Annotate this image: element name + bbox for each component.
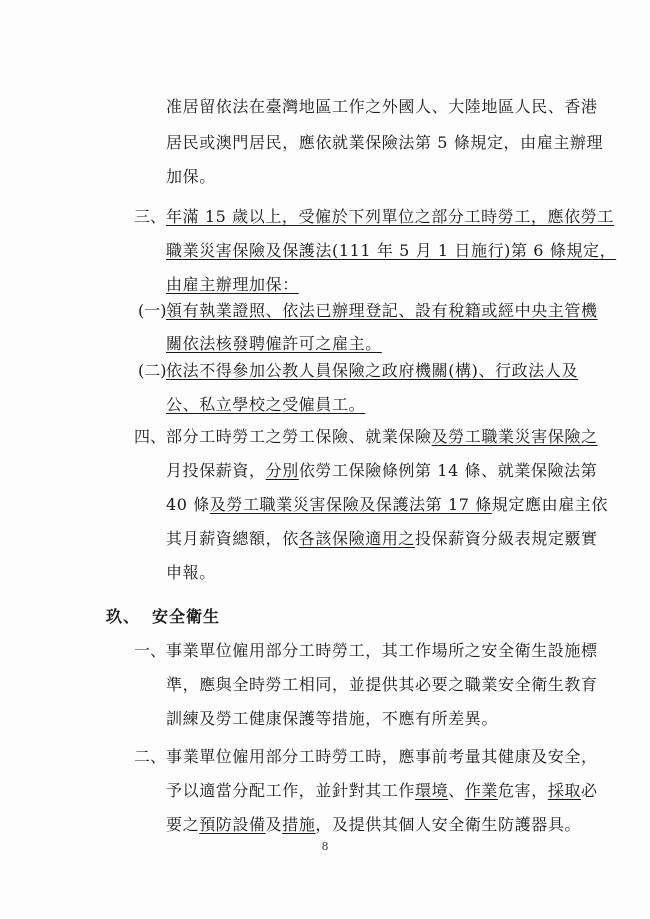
underlined-text: 關依法核發聘僱許可之雇主。: [166, 334, 382, 353]
text-line: [166, 640, 598, 662]
text-line: [166, 426, 598, 448]
underlined-text: 年滿 15 歲以上，受僱於下列單位之部分工時勞工，應依勞工: [166, 207, 614, 226]
underlined-text: 預防: [199, 815, 233, 834]
text-segment: 事業單位僱用部分工時勞工，其工作場所之安全衛生設施標: [166, 641, 598, 660]
underlined-text: 領有執業證照、依法已辦理登記、設有稅籍或經中央主管機: [166, 301, 598, 320]
text-line: [166, 132, 603, 154]
text-line: [166, 274, 299, 296]
text-segment: 訓練及勞工健康保護等措施，不應有所差異。: [166, 709, 499, 728]
text-segment: 危害，: [498, 781, 548, 800]
text-line: [166, 240, 616, 262]
text-line: [166, 300, 598, 322]
text-line: [166, 460, 597, 482]
text-line: [166, 494, 608, 516]
text-segment: 加保。: [166, 167, 216, 186]
text-segment: 規定應由雇主依: [491, 495, 608, 514]
item-marker: (一): [138, 301, 167, 320]
text-line: [166, 708, 498, 730]
text-segment: 事業單位僱用部分工時勞工時，應事前考量其健康及安全，: [166, 747, 598, 766]
text-segment: 投保薪資分級表規定覈實: [415, 529, 598, 548]
text-segment: 居民或澳門居民，應依就業保險法第 5 條規定，由雇主辦理: [166, 133, 604, 152]
text-line: [166, 746, 598, 768]
text-segment: 部分工時勞工之勞工保險、就業保險: [166, 427, 432, 446]
text-line: [166, 206, 614, 228]
page-number: 8: [321, 840, 329, 853]
text-segment: 准居留依法在臺灣地區工作之外國人、大陸地區人民、香港: [166, 97, 598, 116]
underlined-text: 作業: [464, 781, 499, 800]
text-segment: 申報。: [166, 563, 216, 582]
text-line: [166, 394, 365, 416]
section-number: 玖、: [106, 607, 141, 626]
item-marker: 四、: [134, 427, 167, 446]
underlined-text: 及勞工職業災害保險及保護法第 17 條: [209, 495, 492, 514]
underlined-text: 公、私立學校之受僱員工。: [166, 395, 366, 414]
text-segment: 、: [448, 781, 465, 800]
underlined-text: 及勞工職業災害保險之: [431, 427, 598, 446]
text-line: [166, 360, 578, 382]
text-line: [166, 96, 598, 118]
text-segment: ，及提供其個人安全衛生防護器具。: [315, 815, 582, 834]
item-marker: (二): [138, 361, 167, 380]
text-line: [166, 780, 598, 802]
section-title: 安全衛生: [152, 607, 221, 626]
text-line: [166, 166, 216, 188]
text-segment: 及: [265, 815, 283, 834]
item-marker: 三、: [134, 207, 167, 226]
text-segment: 準，應與全時勞工相同，並提供其必要之職業安全衛生教育: [166, 675, 598, 694]
underlined-text: 措施: [282, 815, 316, 834]
underlined-text: 由雇主辦理加保：: [166, 275, 299, 294]
underlined-text: 環境: [415, 781, 449, 800]
text-segment: 其月薪資總額，依: [166, 529, 299, 548]
item-marker: 一、: [134, 641, 167, 660]
text-line: [166, 674, 598, 696]
text-segment: 月投保薪資，: [166, 461, 266, 480]
item-marker: 二、: [134, 747, 167, 766]
text-segment: 40 條: [166, 495, 210, 514]
underlined-text: 各該保險適用之: [298, 529, 416, 548]
text-line: [166, 528, 598, 550]
text-segment: 要之: [166, 815, 200, 834]
text-line: [166, 562, 216, 584]
underlined-text: 依法不得參加公教人員保險之政府機關(構)、行政法人及: [166, 361, 579, 380]
underlined-text: 採取: [547, 781, 582, 800]
text-segment: 必: [581, 781, 598, 800]
text-segment: 予以適當分配工作，並針對其工作: [166, 781, 416, 800]
underlined-text: 設備: [232, 815, 266, 834]
underlined-text: 分別: [265, 461, 299, 480]
text-segment: 依勞工保險條例第 14 條、就業保險法第: [298, 461, 598, 480]
underlined-text: 職業災害保險及保護法(111 年 5 月 1 日施行)第 6 條規定，: [166, 241, 617, 260]
text-line: [166, 814, 581, 836]
text-line: [166, 333, 382, 355]
